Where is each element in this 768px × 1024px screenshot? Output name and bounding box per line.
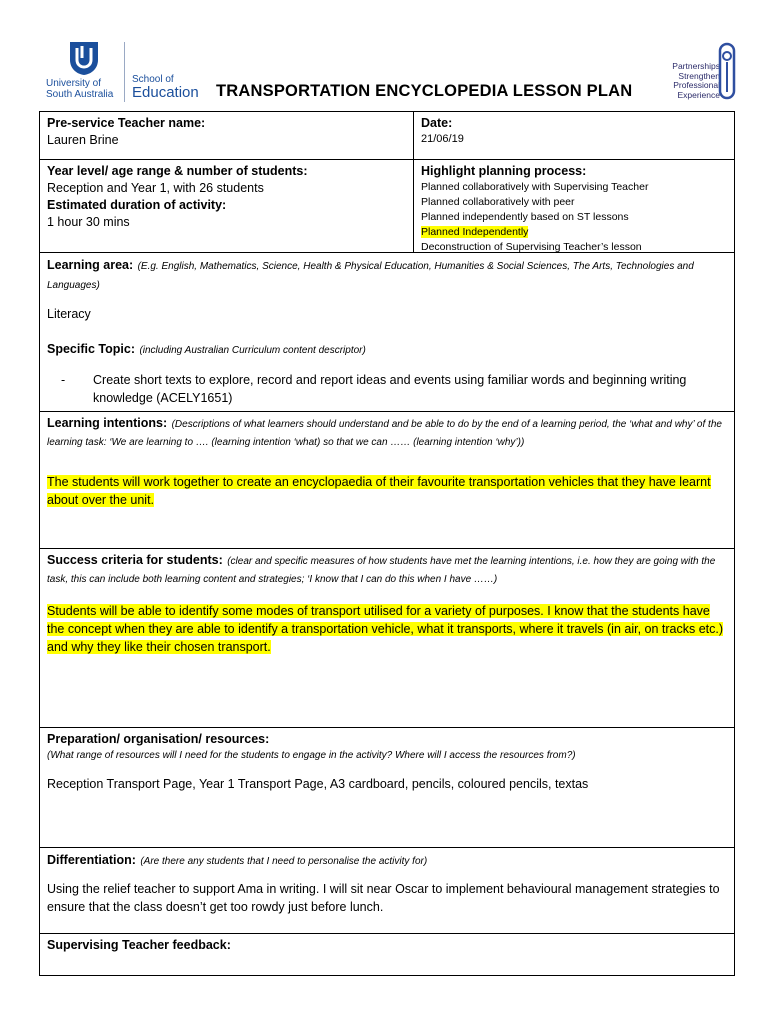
planning-option: Planned independently based on ST lessons: [421, 211, 629, 223]
teacher-name: Lauren Brine: [47, 133, 119, 147]
learning-area-hint: (E.g. English, Mathematics, Science, Health & Physical Education, Humanities & Social Sciences, The Arts, Technologies and Languages): [47, 261, 694, 291]
date-label: Date:: [421, 116, 453, 130]
success-criteria-hint: (clear and specific measures of how students have met the learning intentions, i.e. how they are going with the task, this can include both learning content and strategies; ‘I know that I can do this when I have ……): [47, 556, 716, 585]
topic-list-item: [47, 371, 727, 407]
learning-intentions-section: [40, 412, 734, 549]
teacher-label: Pre-service Teacher name:: [47, 116, 206, 130]
success-criteria-label: Success criteria for students:: [47, 553, 223, 567]
learning-intentions-label: Learning intentions:: [47, 416, 168, 430]
success-criteria-section: [40, 549, 734, 728]
row-year-planning: [40, 160, 734, 253]
unisa-shield-icon: [68, 40, 100, 76]
differentiation-hint: (Are there any students that I need to personalise the activity for): [140, 856, 428, 867]
learning-area-value: Literacy: [47, 307, 91, 321]
school-name: School of Education: [132, 74, 199, 101]
learning-area-section: [40, 253, 734, 412]
feedback-section: [40, 934, 734, 975]
duration-label: Estimated duration of activity:: [47, 198, 227, 212]
unisa-logo: [46, 40, 122, 104]
planning-label: Highlight planning process:: [421, 164, 587, 178]
page-header: [40, 38, 740, 110]
partnerships-text: Partnerships Strengthen Professional Experience: [672, 61, 720, 100]
planning-option: Planned collaboratively with peer: [421, 196, 575, 208]
lesson-plan-table: [39, 111, 735, 976]
year-level-label: Year level/ age range & number of students:: [47, 164, 308, 178]
learning-area-label: Learning area:: [47, 258, 134, 272]
planning-option: Planned collaboratively with Supervising Teacher: [421, 181, 649, 193]
planning-option: Deconstruction of Supervising Teacher’s lesson: [421, 241, 642, 253]
teacher-cell: [40, 112, 414, 159]
year-level-value: Reception and Year 1, with 26 students: [47, 181, 264, 195]
differentiation-section: [40, 848, 734, 934]
differentiation-value: Using the relief teacher to support Ama in writing. I will sit near Oscar to implement behavioural management strategies to ensure that the class doesn’t get too rowdy just before lunch.: [47, 882, 720, 914]
planning-option-selected: Planned Independently: [421, 226, 529, 238]
resources-section: [40, 728, 734, 848]
planning-cell: [414, 160, 734, 252]
success-criteria-value: Students will be able to identify some modes of transport utilised for a variety of purposes. I know that the students have the concept when they are able to identify a transportation vehicle, what it transports, where it travels (in air, on tracks etc.) and why they like their chosen transport.: [47, 604, 724, 654]
feedback-label: Supervising Teacher feedback:: [47, 938, 231, 952]
learning-intentions-hint: (Descriptions of what learners should understand and be able to do by the end of a learning period, the ‘what and why’ of the learning task: ‘We are learning to …. (learning intention ‘what) so that we can …… (learning intention ‘why’)): [47, 419, 722, 448]
differentiation-label: Differentiation:: [47, 853, 136, 867]
learning-intentions-value: The students will work together to create an encyclopaedia of their favourite transportation vehicles that they have learnt about over the unit.: [47, 475, 711, 507]
specific-topic-label: Specific Topic:: [47, 342, 135, 356]
row-teacher-date: [40, 112, 734, 160]
date-cell: [414, 112, 734, 159]
resources-value: Reception Transport Page, Year 1 Transport Page, A3 cardboard, pencils, coloured pencils, textas: [47, 777, 589, 791]
resources-hint: (What range of resources will I need for the students to engage in the activity? Where will I access the resources from?): [47, 750, 576, 761]
topic-bullet: -: [61, 373, 66, 387]
document-title: TRANSPORTATION ENCYCLOPEDIA LESSON PLAN: [216, 82, 633, 100]
logo-divider: [124, 42, 125, 102]
duration-value: 1 hour 30 mins: [47, 215, 130, 229]
university-name: University of South Australia: [46, 78, 114, 100]
partnerships-logo: [620, 42, 740, 106]
partnerships-mark-icon: [718, 42, 736, 100]
topic-descriptor: Create short texts to explore, record and report ideas and events using familiar words and beginning writing knowledge (ACELY1651): [93, 373, 687, 405]
resources-label: Preparation/ organisation/ resources:: [47, 732, 270, 746]
date-value: 21/06/19: [421, 133, 464, 145]
specific-topic-hint: (including Australian Curriculum content descriptor): [139, 345, 366, 356]
year-level-cell: [40, 160, 414, 252]
